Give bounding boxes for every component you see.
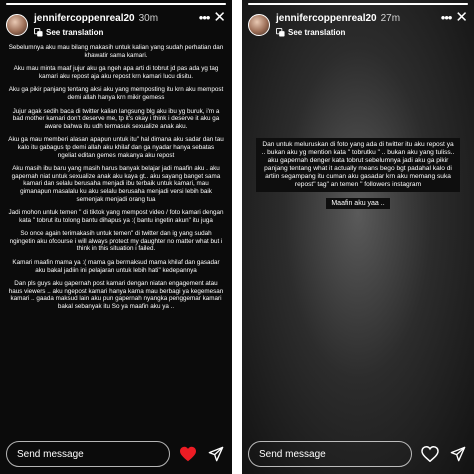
story-apology-text: Maafin aku yaa .. (326, 198, 389, 209)
send-message-input[interactable]: Send message (6, 441, 170, 467)
heart-icon[interactable] (178, 444, 198, 464)
story-paragraph: So once again terimakasih untuk temen" di twitter dan ig yang sudah ngingetin aku ofcourse i will always protect my daughter no matter what but i think in this situation i failed. (9, 230, 223, 253)
story-progress-fill (6, 3, 226, 5)
see-translation-label: See translation (46, 27, 104, 37)
story-header (6, 9, 226, 40)
username[interactable]: jennifercoppenreal20 (34, 12, 135, 24)
story-progress-fill (248, 3, 468, 5)
see-translation-label: See translation (288, 27, 346, 37)
story-panel-1[interactable] (0, 0, 232, 474)
see-translation-button[interactable] (34, 26, 197, 38)
more-options-icon[interactable]: ••• (440, 10, 452, 25)
story-footer (242, 434, 474, 474)
story-paragraph: Jadi mohon untuk temen " di tiktok yang mempost video / foto kamari dengan kata " tobrut itu tolong bantu dihapus ya :( bantu ingetin akun" itu juga (8, 209, 224, 224)
story-progress-bar (6, 3, 226, 5)
story-panel-2[interactable] (242, 0, 474, 474)
avatar[interactable] (6, 14, 28, 36)
translate-icon (34, 28, 43, 37)
story-text-content (8, 44, 224, 317)
avatar[interactable] (248, 14, 270, 36)
username[interactable]: jennifercoppenreal20 (276, 12, 377, 24)
story-paragraph: Jujur agak sedih baca di twitter kalian langsung blg aku ibu yg buruk, i'm a bad mother kamari don't deserve me, tp it's okay i think i deserve it aku ga aware bahwa itu udh termasuk sexualize anak aku. (12, 107, 220, 130)
story-paragraph: Aku masih ibu baru yang masih harus banyak belajar jadi maafin aku . aku gapernah niat untuk sexualize anak aku kaya gt.. aku sayang banget sama kamari dan selalu berusaha menjadi ibu terbaik untuk kamari, mau gimanapun masalalu ku aku selalu berusaha menjadi versi lebih baik semenjak menjadi orang tua (11, 165, 221, 203)
story-text-content (256, 138, 460, 209)
story-paragraph: Kamari maafin mama ya :( mama ga bermaksud mama khilaf dan gasadar aku bakal jadiin ini pelajaran untuk lebih hati" kedepannya (12, 259, 220, 274)
story-footer (0, 434, 232, 474)
send-message-input[interactable]: Send message (248, 441, 412, 467)
story-main-text: Dan untuk meluruskan di foto yang ada di twitter itu aku repost ya .. bukan aku yg mention kata " tobrutku " .. bukan aku yang tuliss.. aku gapernah denger kata tobrut sebelumnya jadi aku ga pikir panjang tentang what it actually means bego bgt padahal kalo di artiin segampang itu cuman aku gasadar krn aku memang suka repost" tag" an temen " followers instagram (256, 138, 460, 192)
story-meta (276, 12, 439, 38)
panel-divider (232, 0, 242, 474)
heart-icon[interactable] (420, 444, 440, 464)
translate-icon (276, 28, 285, 37)
story-paragraph: Aku mau minta maaf jujur aku ga ngeh apa arti di tobrut jd pas ada yg tag kamari aku repost aja aku repost krn kamari lucu disitu. (13, 65, 219, 80)
story-paragraph: Aku ga pikir panjang tentang aksi aku yang memposting itu krn aku mempost demi allah hanya krn mikir gemess (8, 86, 224, 101)
close-icon[interactable]: ✕ (213, 9, 226, 26)
see-translation-button[interactable] (276, 26, 439, 38)
more-options-icon[interactable]: ••• (198, 10, 210, 25)
story-paragraph: Aku ga mau memberi alasan apapun untuk itu" hal dimana aku sadar dan tau kalo itu gabagus tp demi allah aku khilaf dan ga nyadar hanya sebatas ngeliat editan gemes makanya aku repost (8, 136, 224, 159)
story-meta (34, 12, 197, 38)
story-time: 27m (380, 12, 401, 24)
story-time: 30m (138, 12, 159, 24)
story-paragraph: Dan pls guys aku gapernah post kamari dengan niatan engagement atau haus viewers .. aku ngepost kamari hanya karna mau berbagi ya kegemesan kamari .. gaada maksud lain aku pun gapernah nyangka penggemar kamari bakal sebanyak itu So ya maafin aku ya .. (8, 280, 224, 311)
send-icon[interactable] (206, 444, 226, 464)
story-paragraph: Sebelumnya aku mau bilang makasih untuk kalian yang sudah perhatian dan khawatir sama kamari. (8, 44, 224, 59)
send-icon[interactable] (448, 444, 468, 464)
story-header (248, 9, 468, 40)
close-icon[interactable]: ✕ (455, 9, 468, 26)
story-progress-bar (248, 3, 468, 5)
